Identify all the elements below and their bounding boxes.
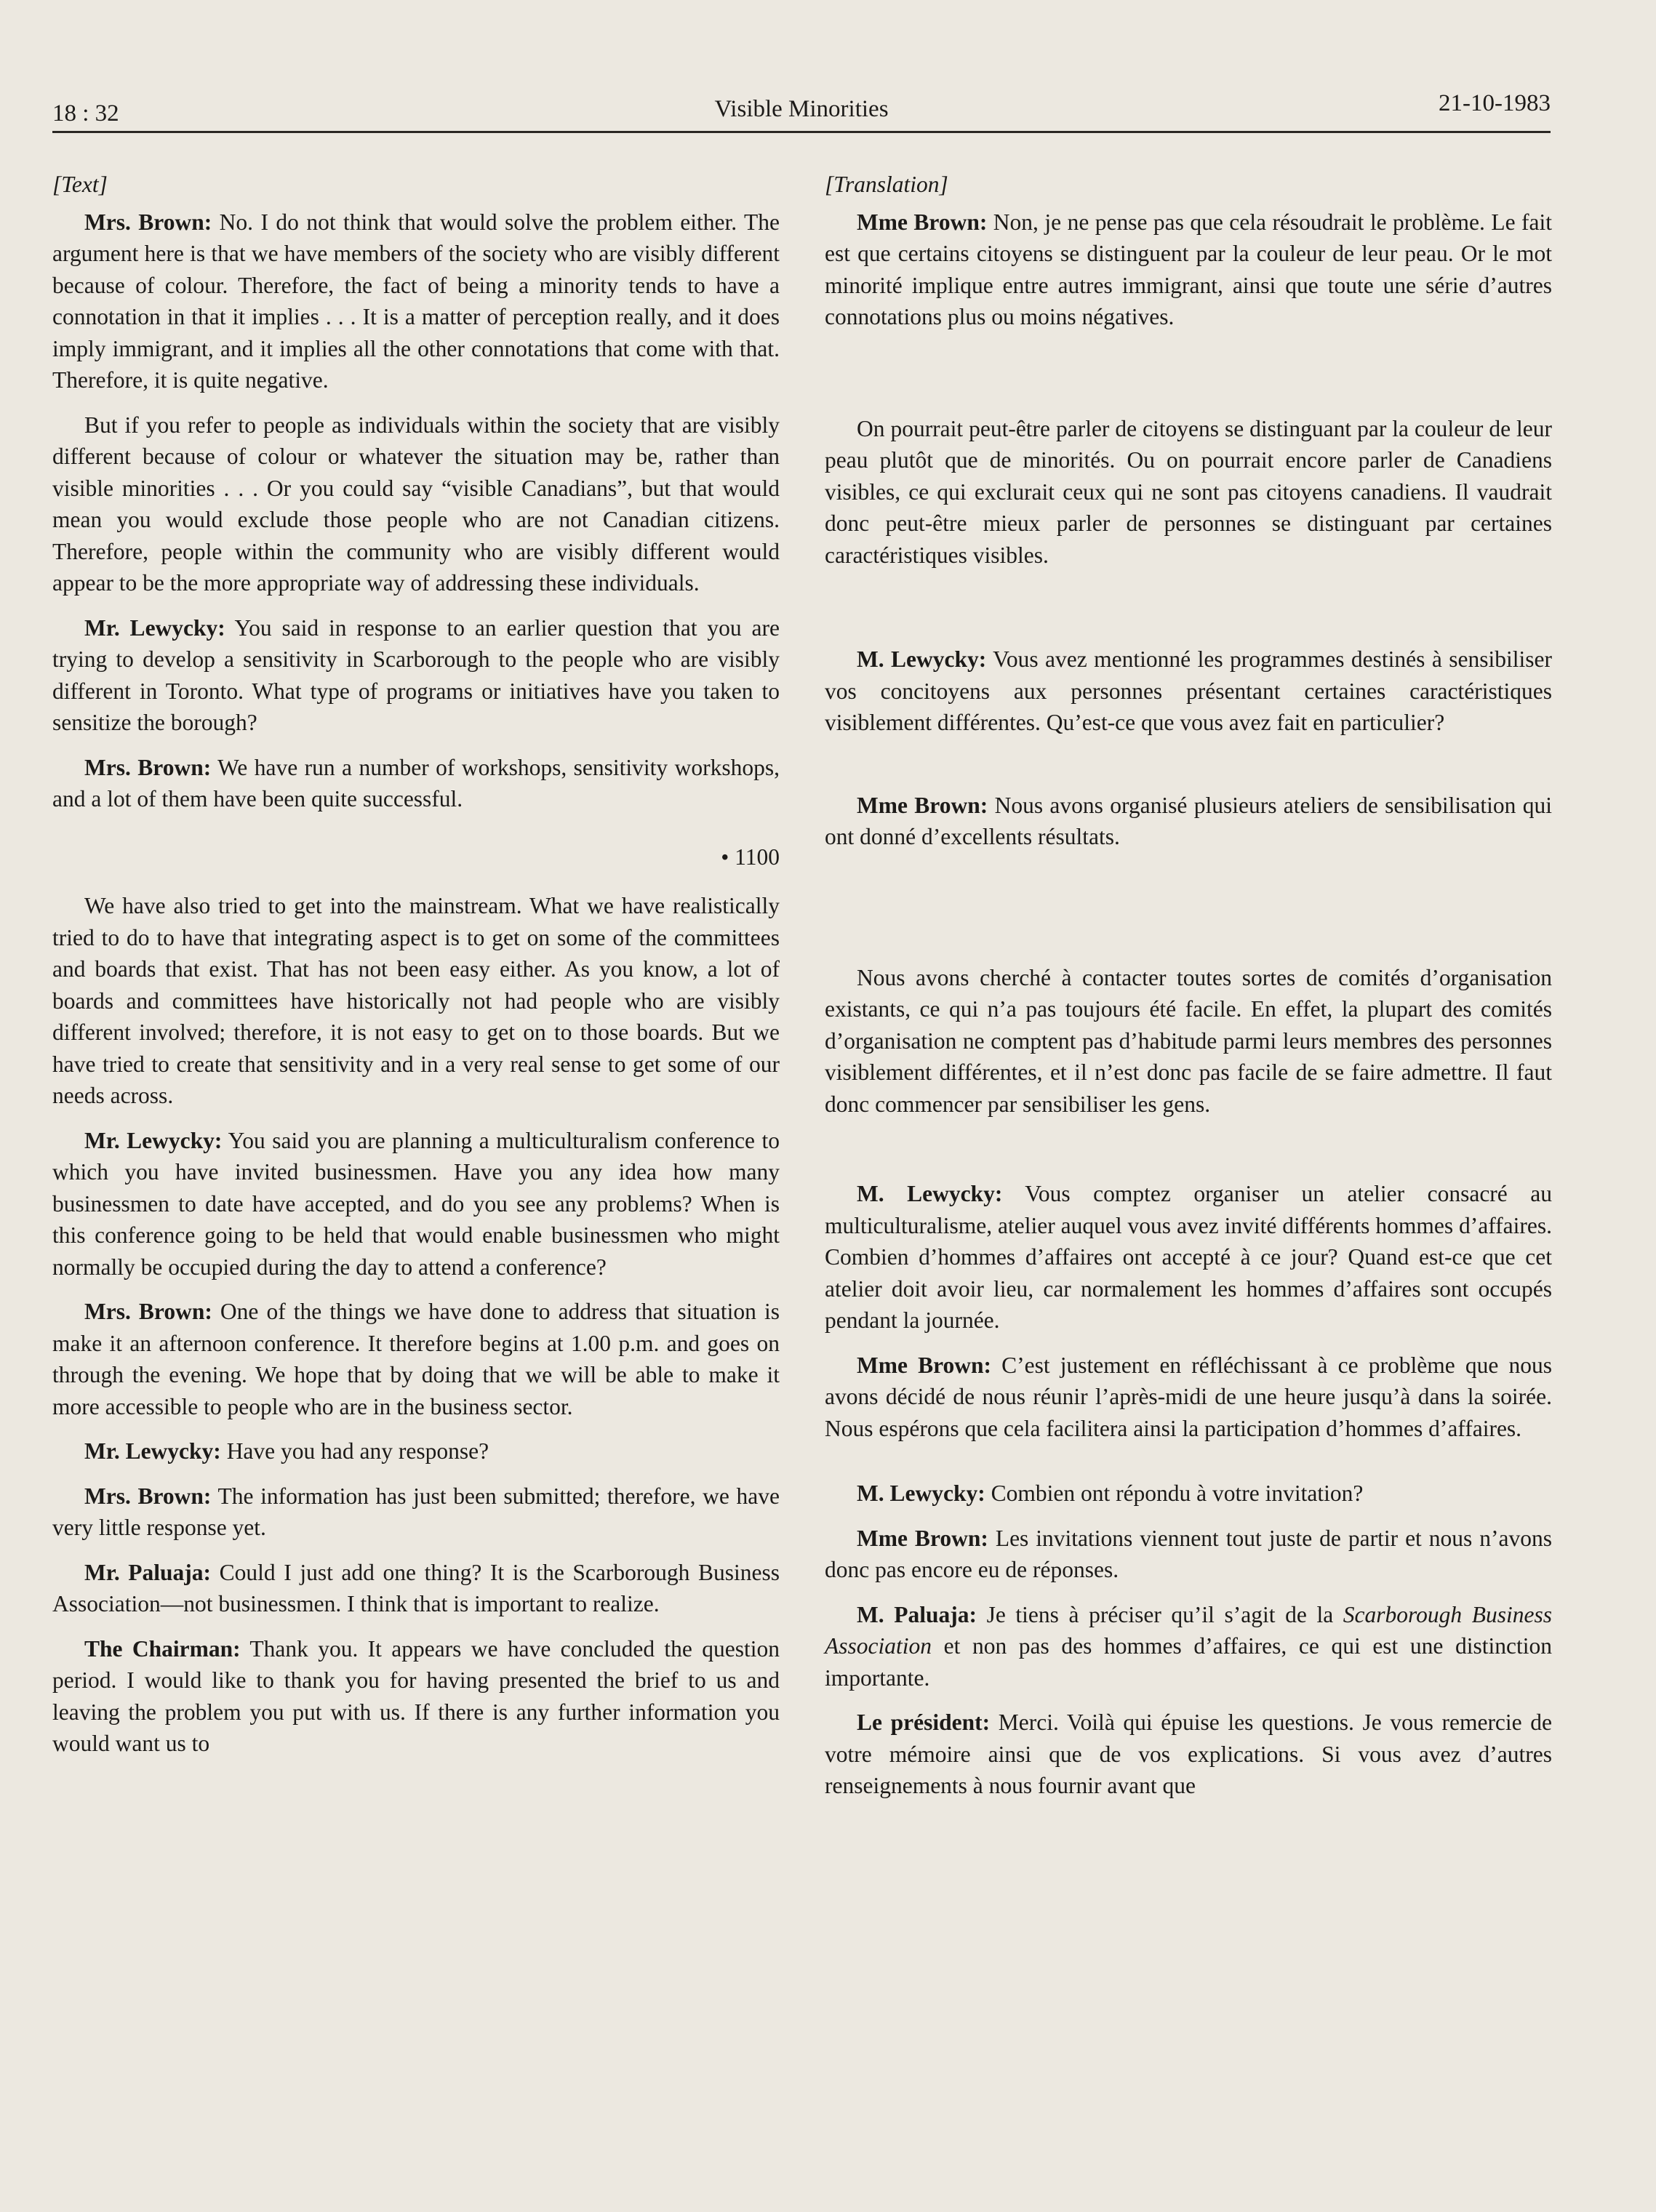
paragraph: The Chairman: Thank you. It appears we have concluded the question period. I would like to thank you for having presented the brief to us and leaving the problem you put with us. If there is any further information you would want us to bbox=[52, 1635, 780, 1756]
paragraph: Mr. Lewycky: Have you had any response? bbox=[84, 1438, 489, 1464]
time-marker: • 1100 bbox=[721, 843, 780, 870]
speaker: Mrs. Brown: bbox=[84, 1299, 212, 1324]
speaker: M. Lewycky: bbox=[857, 1480, 985, 1506]
paragraph: Mme Brown: Nous avons organisé plusieurs ateliers de sensibilisation qui ont donné d’excellents résultats. bbox=[825, 792, 1553, 849]
column-label: [Translation] bbox=[825, 172, 948, 197]
speaker: M. Lewycky: bbox=[857, 646, 987, 672]
paragraph: M. Lewycky: Vous avez mentionné les programmes destinés à sensibiliser vos concitoyens aux personnes présentant certaines caractéristiques visiblement différentes. Qu’est-ce que vous avez fait en particulier? bbox=[825, 646, 1552, 735]
paragraph: Mrs. Brown: One of the things we have done to address that situation is make it an afternoon conference. It therefore begins at 1.00 p.m. and goes on through the evening. We hope that by doing that we will be able to make it more accessible to people who are in the business sector. bbox=[52, 1299, 780, 1419]
page-title: Visible Minorities bbox=[714, 96, 889, 122]
paragraph: Mr. Paluaja: Could I just add one thing? It is the Scarborough Business Association—not businessmen. I think that is important to realize. bbox=[52, 1559, 780, 1616]
paragraph: Le président: Merci. Voilà qui épuise les questions. Je vous remercie de votre mémoire ainsi que de vos explications. Si vous avez d’autres renseignements à nous fournir avant que bbox=[825, 1710, 1553, 1798]
paragraph: Mrs. Brown: The information has just been submitted; therefore, we have very little response yet. bbox=[52, 1483, 780, 1540]
english-column bbox=[52, 169, 780, 1773]
paragraph: Mme Brown: Les invitations viennent tout juste de partir et nous n’avons donc pas encore eu de réponses. bbox=[825, 1525, 1552, 1582]
french-column bbox=[825, 169, 1552, 1815]
speaker: Mr. Lewycky: bbox=[84, 614, 225, 641]
paragraph: M. Paluaja: Je tiens à préciser qu’il s’agit de la Scarborough Business Association et non pas des hommes d’affaires, ce qui est une distinction importante. bbox=[825, 1601, 1552, 1691]
paragraph: Nous avons cherché à contacter toutes sortes de comités d’organisation existants, ce qui n’a pas toujours été facile. En effet, la plupart des comités d’organisation ne comptent pas d’habitude parmi leurs membres des personnes visiblement différentes, et il n’est donc pas facile de se faire admettre. Il faut donc commencer par sensibiliser les gens. bbox=[825, 964, 1552, 1117]
speaker: The Chairman: bbox=[84, 1635, 241, 1662]
paragraph: Mme Brown: C’est justement en réfléchissant à ce problème que nous avons décidé de nous réunir l’après-midi de une heure jusqu’à dans la soirée. Nous espérons que cela facilitera ainsi la participation d’hommes d’affaires. bbox=[825, 1352, 1552, 1441]
paragraph: Mr. Lewycky: You said in response to an earlier question that you are trying to develop a sensitivity in Scarborough to the people who are visibly different in Toronto. What type of programs or initiatives have you taken to sensitize the borough? bbox=[52, 614, 780, 735]
speaker: Mr. Lewycky: bbox=[84, 1438, 221, 1464]
paragraph: Mrs. Brown: No. I do not think that would solve the problem either. The argument here is that we have members of the society who are visibly different because of colour. Therefore, the fact of being a minority tends to have a connotation in that it implies . . . It is a matter of perception really, and it does imply immigrant, and it implies all the other connotations that come with that. Therefore, it is quite negative. bbox=[52, 209, 780, 393]
speaker: Mme Brown: bbox=[857, 209, 988, 235]
speaker: Mrs. Brown: bbox=[84, 754, 212, 780]
speaker: Mr. Lewycky: bbox=[84, 1127, 223, 1153]
speaker: M. Paluaja: bbox=[857, 1601, 977, 1627]
paragraph: We have also tried to get into the mainstream. What we have realistically tried to do to have that integrating aspect is to get on some of the committees and boards that exist. That has not been easy either. As you know, a lot of boards and committees have historically not had people who are visibly different involved; therefore, it is not easy to get on to those boards. But we have tried to create that sensitivity and in a very real sense to get some of our needs across. bbox=[52, 893, 780, 1108]
speaker: Mme Brown: bbox=[857, 1525, 988, 1551]
paragraph: Mme Brown: Non, je ne pense pas que cela résoudrait le problème. Le fait est que certains citoyens se distinguent par la couleur de leur peau. Or le mot minorité implique entre autres immigrant, ainsi que toute une série d’autres connotations plus ou moins négatives. bbox=[825, 209, 1552, 329]
paragraph: M. Lewycky: Vous comptez organiser un atelier consacré au multiculturalisme, atelier auquel vous avez invité différents hommes d’affaires. Combien d’hommes d’affaires ont accepté à ce jour? Quand est-ce que cet atelier doit avoir lieu, car normalement les hommes d’affaires sont occupés pendant la journée. bbox=[825, 1181, 1552, 1333]
speaker: M. Lewycky: bbox=[857, 1181, 1003, 1206]
speaker: Mrs. Brown: bbox=[84, 209, 212, 235]
paragraph: But if you refer to people as individuals within the society that are visibly different because of colour or whatever the situation may be, rather than visible minorities . . . Or you could say “visible Canadians”, but that would mean you would exclude those people who are not Canadian citizens. Therefore, people within the community who are visibly different would appear to be the more appropriate way of addressing these individuals. bbox=[52, 412, 780, 596]
page-date: 21-10-1983 bbox=[1439, 90, 1551, 116]
speaker: Mme Brown: bbox=[857, 792, 988, 818]
paragraph: Mr. Lewycky: You said you are planning a multiculturalism conference to which you have invited businessmen. Have you any idea how many businessmen to date have accepted, and do you see any problems? When is this conference going to be held that would enable businessmen who might normally be occupied during the day to attend a conference? bbox=[52, 1127, 780, 1280]
paragraph: Mrs. Brown: We have run a number of workshops, sensitivity workshops, and a lot of them have been quite successful. bbox=[52, 754, 780, 812]
paragraph: M. Lewycky: Combien ont répondu à votre invitation? bbox=[857, 1480, 1364, 1506]
speaker: Le président: bbox=[857, 1710, 991, 1735]
page-number: 18 : 32 bbox=[52, 100, 119, 127]
paragraph: On pourrait peut-être parler de citoyens se distinguant par la couleur de leur peau plutôt que de minorités. Ou on pourrait encore parler de Canadiens visibles, ce qui exclurait ceux qui ne sont pas citoyens canadiens. Il vaudrait donc peut-être mieux parler de personnes se distinguant par certaines caractéristiques visibles. bbox=[825, 415, 1552, 568]
speaker: Mme Brown: bbox=[857, 1352, 992, 1378]
speaker: Mrs. Brown: bbox=[84, 1483, 212, 1509]
page-header bbox=[52, 86, 1551, 133]
column-label: [Text] bbox=[52, 172, 108, 197]
speaker: Mr. Paluaja: bbox=[84, 1559, 212, 1585]
